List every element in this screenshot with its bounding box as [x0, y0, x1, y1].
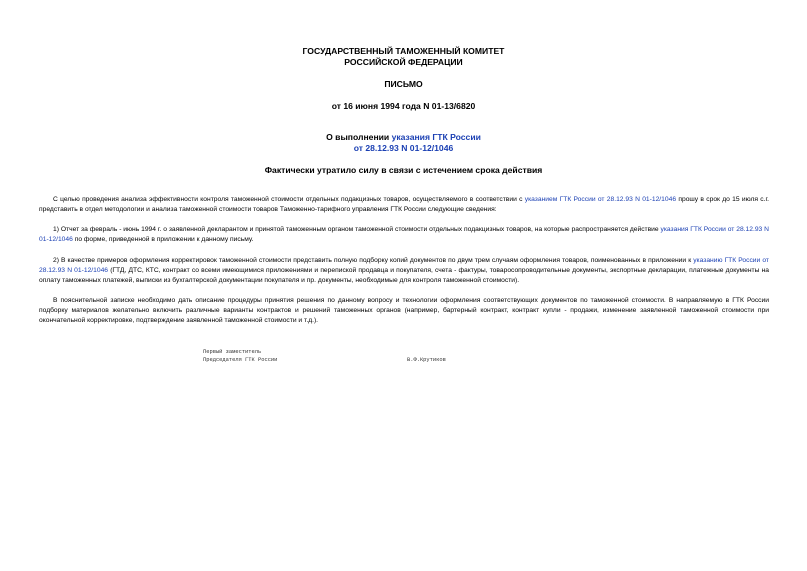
doc-date: от 16 июня 1994 года N 01-13/6820	[331, 101, 476, 111]
paragraph-1-link[interactable]: указанием ГТК России от 28.12.93 N 01-12/1046	[524, 196, 677, 203]
signature-title-line2: Председателя ГТК России	[203, 357, 278, 363]
doc-status: Фактически утратило силу в связи с истечением срока действия	[264, 165, 543, 175]
paragraph-3-link[interactable]: указанию ГТК России от 28.12.93 N 01-12/1046	[39, 257, 769, 274]
paragraph-4	[39, 296, 769, 326]
paragraph-2	[39, 225, 769, 245]
paragraph-1-text-a: С целью проведения анализа эффективности контроля таможенной стоимости отдельных подакцизных товаров, осуществляемого в соответствии с	[53, 196, 525, 203]
paragraph-4-text: В пояснительной записке необходимо дать описание процедуры принятия решения по данному вопросу и технологии оформления соответствующих документов по таможенной стоимости. В направляемую в ГТК России подборку материалов желательно включить различные варианты контрактов и решений таможенных органов (например, бартерный контракт, контракт купли - продажи, изменение заявленной таможенной стоимости при окончательной корректировке, подтверждение заявленной таможенной стоимости и т.д.).	[39, 297, 769, 324]
doc-subject-line1	[0, 132, 807, 142]
paragraph-2-link[interactable]: указания ГТК России от 28.12.93 N 01-12/1046	[39, 226, 769, 243]
subject-link-line2[interactable]: от 28.12.93 N 01-12/1046	[353, 143, 454, 153]
paragraph-2-text-a: 1) Отчет за февраль - июнь 1994 г. о заявленной декларантом и принятой таможенным органом таможенной стоимости отдельных подакцизных товаров, на которые распространяется действие	[53, 226, 661, 233]
org-name-line1: ГОСУДАРСТВЕННЫЙ ТАМОЖЕННЫЙ КОМИТЕТ	[302, 46, 505, 56]
doc-subject-line2	[0, 143, 807, 153]
signature-name: В.Ф.Крутиков	[407, 357, 446, 363]
subject-link-line1[interactable]: указания ГТК России	[391, 132, 481, 142]
doc-type: ПИСЬМО	[384, 79, 423, 89]
paragraph-2-text-b: по форме, приведенной в приложении к данному письму.	[72, 236, 254, 243]
paragraph-1	[39, 195, 769, 215]
org-name-line2: РОССИЙСКОЙ ФЕДЕРАЦИИ	[344, 57, 463, 67]
paragraph-3	[39, 256, 769, 286]
paragraph-3-text-a: 2) В качестве примеров оформления корректировок таможенной стоимости представить полную подборку копий документов по двум трем случаям оформления товаров, поименованных в приложении к	[53, 257, 694, 264]
signature-title-line1: Первый заместитель	[203, 349, 262, 355]
paragraph-3-text-b: (ГТД, ДТС, КТС, контракт со всеми имеющимися приложениями и перепиской продавца и покупателя, счета - фактуры, товаросопроводительные документы, экспортные декларации, платежные документы на оплату таможенных платежей, выписки из бухгалтерской документации покупателя и пр. документы, необходимые для контроля таможенной стоимости).	[39, 267, 770, 284]
paragraph-1-text-b: прошу в срок до 15 июля с.г. представить в отдел методологии и анализа таможенной стоимости товаров Таможенно-тарифного управления ГТК России следующие сведения:	[39, 196, 769, 213]
subject-prefix: О выполнении	[326, 132, 392, 142]
